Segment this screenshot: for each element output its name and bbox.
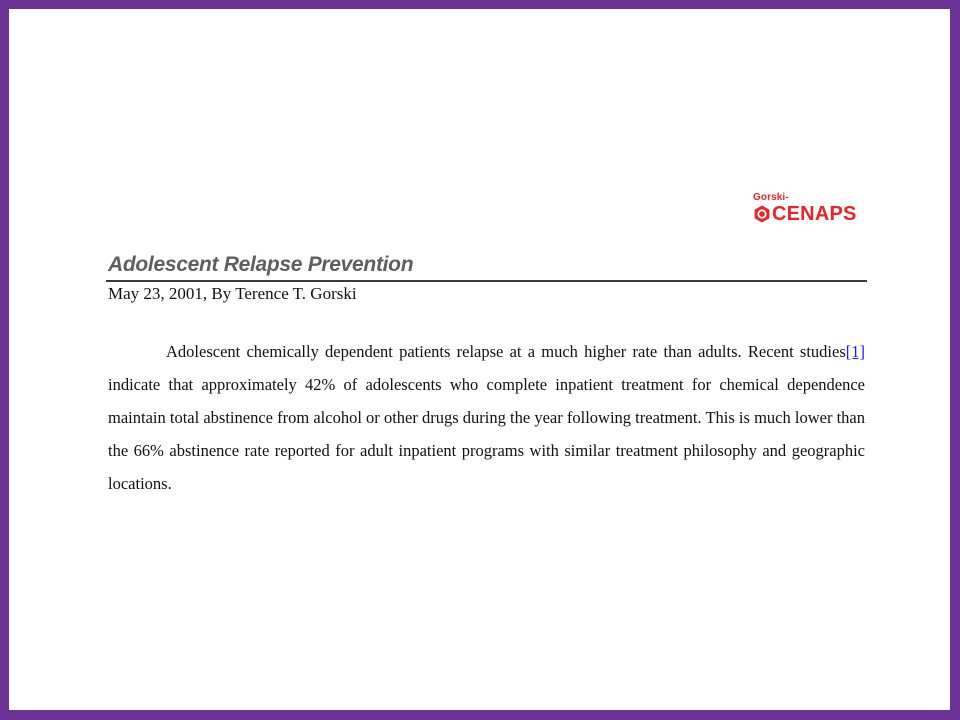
title-rule [106, 280, 867, 282]
gorski-cenaps-logo [753, 192, 869, 228]
logo-main-row [753, 203, 857, 225]
document-byline: May 23, 2001, By Terence T. Gorski [108, 284, 357, 303]
logo-small-text: Gorski- [753, 192, 789, 203]
body-paragraph [108, 335, 865, 500]
footnote-reference-link[interactable]: [1] [845, 342, 865, 361]
hex-nut-icon [753, 205, 771, 223]
document-page [9, 9, 950, 710]
logo-main-text: CENAPS [772, 203, 857, 225]
paragraph-text-end: indicate that approximately 42% of adolescents who complete inpatient treatment for chemical dependence maintain total abstinence from alcohol or other drugs during the year following treatment. This is much lower than the 66% abstinence rate reported for adult inpatient programs with similar treatment philosophy and geographic locations. [108, 375, 865, 493]
paragraph-text-start: Adolescent chemically dependent patients relapse at a much higher rate than adults. Recent studies [166, 342, 846, 361]
document-title: Adolescent Relapse Prevention [108, 253, 414, 276]
